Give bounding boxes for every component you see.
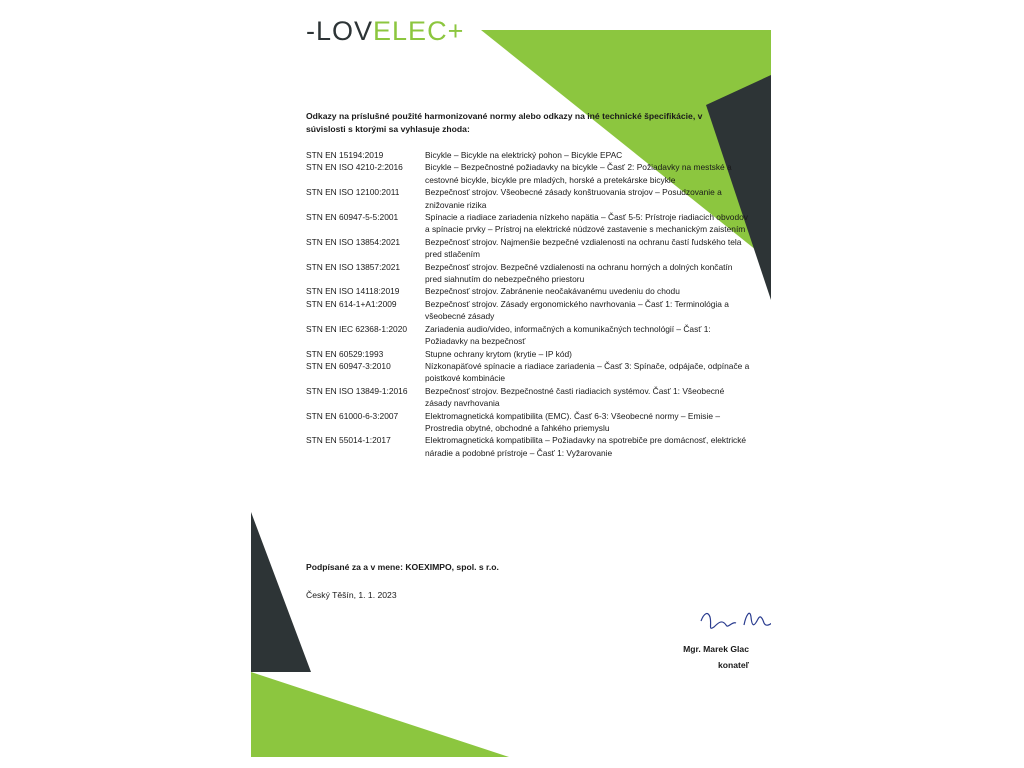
signer-name: Mgr. Marek Glac bbox=[683, 644, 749, 654]
norm-description: Elektromagnetická kompatibilita – Požiadavky na spotrebiče pre domácnosť, elektrické náradie a podobné prístroje – Časť 1: Vyžarovanie bbox=[425, 435, 747, 458]
norms-heading: Odkazy na príslušné použité harmonizované normy alebo odkazy na iné technické špecifikácie, v súvislosti s ktorými sa vyhlasuje zhoda: bbox=[306, 111, 703, 134]
signer-title: konateľ bbox=[717, 660, 749, 670]
norm-row bbox=[306, 149, 751, 161]
norm-code: STN EN 60529:1993 bbox=[306, 348, 384, 359]
norm-row bbox=[306, 285, 751, 297]
norm-row bbox=[306, 323, 751, 348]
norm-code: STN EN 61000-6-3:2007 bbox=[306, 410, 399, 421]
norm-description: Bicykle – Bicykle na elektrický pohon – Bicykle EPAC bbox=[425, 150, 623, 160]
document-page bbox=[251, 0, 771, 768]
norm-description: Bicykle – Bezpečnostné požiadavky na bicykle – Časť 2: Požiadavky na mestské a cestovné bicykle, bicykle pre mladých, horské a pretekárske bicykle bbox=[425, 162, 732, 185]
norm-code: STN EN ISO 13857:2021 bbox=[306, 261, 401, 272]
left-dark-wedge bbox=[251, 512, 311, 672]
norm-row bbox=[306, 211, 751, 236]
norm-code: STN EN 60947-3:2010 bbox=[306, 360, 391, 371]
bottom-green-band bbox=[251, 672, 509, 757]
handwritten-signature bbox=[696, 605, 771, 641]
company-logo: -LOVELEC+ bbox=[306, 16, 465, 46]
norm-row bbox=[306, 434, 751, 459]
norm-description: Bezpečnosť strojov. Všeobecné zásady konštruovania strojov – Posudzovanie a znižovanie rizika bbox=[425, 187, 722, 210]
signed-on-behalf: Podpísané za a v mene: KOEXIMPO, spol. s r.o. bbox=[306, 562, 499, 572]
norm-code: STN EN 15194:2019 bbox=[306, 150, 384, 160]
norm-code: STN EN 614-1+A1:2009 bbox=[306, 298, 397, 309]
norm-description: Bezpečnosť strojov. Najmenšie bezpečné vzdialenosti na ochranu častí ľudského tela pred stlačením bbox=[425, 236, 742, 260]
norm-code: STN EN 60947-5-5:2001 bbox=[306, 212, 399, 223]
norm-description: Elektromagnetická kompatibilita (EMC). Časť 6-3: Všeobecné normy – Emisie – Prostredia obytné, obchodné a ľahkého priemyslu bbox=[425, 410, 720, 433]
norm-row bbox=[306, 385, 751, 410]
norm-row bbox=[306, 348, 751, 360]
norm-description: Spínacie a riadiace zariadenia nízkeho napätia – Časť 5-5: Prístroje riadiacich obvodov a spínacie prvky – Prístroj na elektrické núdzové zastavenie s mechanickým zaistením bbox=[425, 212, 748, 235]
norm-description: Bezpečnosť strojov. Zásady ergonomického navrhovania – Časť 1: Terminológia a všeobecné zásady bbox=[425, 298, 729, 322]
norm-description: Zariadenia audio/video, informačných a komunikačných technológií – Časť 1: Požiadavky na bezpečnosť bbox=[425, 323, 711, 347]
norm-row bbox=[306, 161, 751, 186]
norm-description: Bezpečnosť strojov. Bezpečné vzdialenosti na ochranu horných a dolných končatín pred siahnutím do nebezpečného priestoru bbox=[425, 261, 733, 285]
norm-code: STN EN ISO 4210-2:2016 bbox=[306, 162, 403, 173]
norm-row bbox=[306, 186, 751, 211]
norm-description: Bezpečnosť strojov. Zabránenie neočakávanému uvedeniu do chodu bbox=[425, 286, 680, 297]
norm-description: Bezpečnosť strojov. Bezpečnostné časti riadiacich systémov. Časť 1: Všeobecné zásady navrhovania bbox=[425, 385, 725, 409]
signer-block bbox=[683, 641, 749, 673]
norm-row bbox=[306, 261, 751, 286]
norm-code: STN EN ISO 13849-1:2016 bbox=[306, 385, 408, 396]
norms-list bbox=[306, 149, 751, 459]
norm-row bbox=[306, 410, 751, 435]
norm-row bbox=[306, 360, 751, 385]
norm-code: STN EN 55014-1:2017 bbox=[306, 435, 391, 446]
place-and-date: Český Těšín, 1. 1. 2023 bbox=[306, 590, 397, 600]
norm-code: STN EN IEC 62368-1:2020 bbox=[306, 323, 408, 334]
norm-code: STN EN ISO 14118:2019 bbox=[306, 286, 400, 297]
norm-code: STN EN ISO 13854:2021 bbox=[306, 236, 401, 247]
norm-row bbox=[306, 236, 751, 261]
norm-row bbox=[306, 298, 751, 323]
norm-code: STN EN ISO 12100:2011 bbox=[306, 187, 400, 198]
norm-description: Stupne ochrany krytom (krytie – IP kód) bbox=[425, 348, 572, 359]
norm-description: Nízkonapäťové spínacie a riadiace zariadenia – Časť 3: Spínače, odpájače, odpínače a poistkové kombinácie bbox=[425, 360, 750, 384]
